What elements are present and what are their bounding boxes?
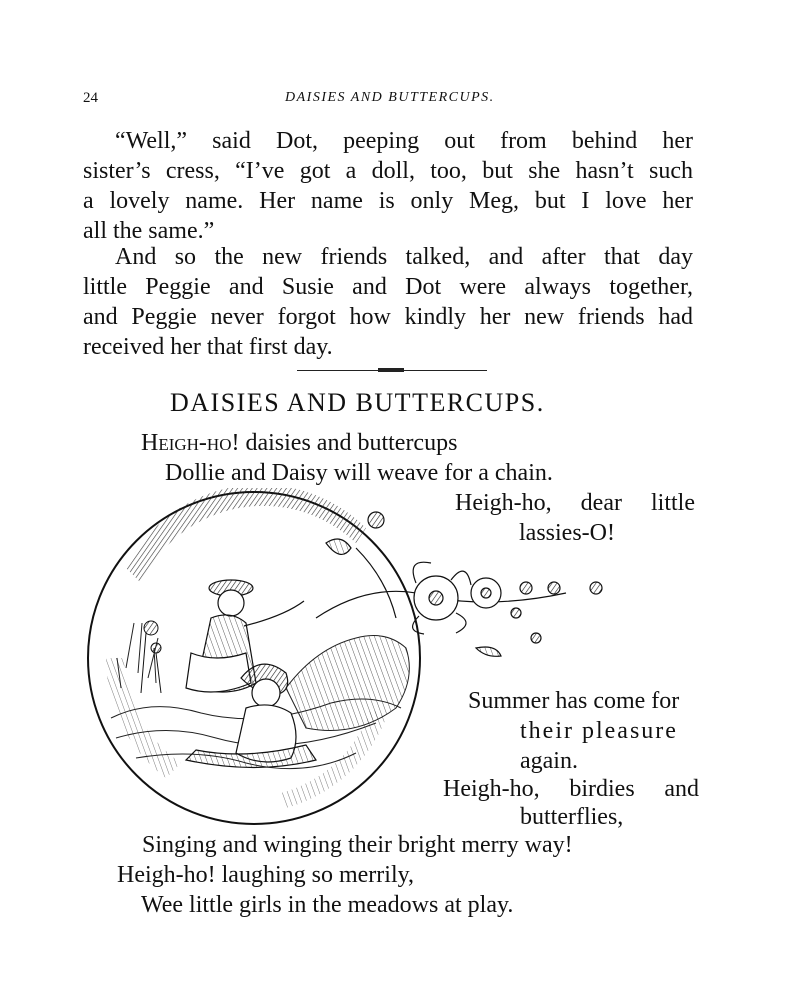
poem-line-9: butterflies, bbox=[520, 804, 624, 830]
poem-line-10: Singing and winging their bright merry way! bbox=[142, 832, 573, 858]
story-line: received her that first day. bbox=[83, 334, 333, 360]
story-line: little Peggie and Susie and Dot were always together, bbox=[83, 274, 693, 300]
poem-title: DAISIES AND BUTTERCUPS. bbox=[170, 388, 545, 417]
story-line: “Well,” said Dot, peeping out from behind her bbox=[115, 128, 693, 154]
story-line: all the same.” bbox=[83, 218, 215, 244]
story-line: And so the new friends talked, and after that day bbox=[115, 244, 693, 270]
story-line: a lovely name. Her name is only Meg, but I love her bbox=[83, 188, 693, 214]
poem-first-word: Heigh-ho bbox=[141, 430, 232, 456]
story-line: sister’s cress, “I’ve got a doll, too, but she hasn’t such bbox=[83, 158, 693, 184]
page-number: 24 bbox=[83, 90, 98, 106]
poem-line-8: Heigh-ho, birdies and bbox=[443, 776, 699, 802]
poem-line-2: Dollie and Daisy will weave for a chain. bbox=[165, 460, 553, 486]
poem-line-4: lassies-O! bbox=[519, 520, 615, 546]
poem-line-6: their pleasure bbox=[520, 718, 678, 744]
section-divider-ornament bbox=[378, 368, 404, 372]
poem-line-11: Heigh-ho! laughing so merrily, bbox=[117, 862, 415, 888]
poem-line-12: Wee little girls in the meadows at play. bbox=[141, 892, 514, 918]
poem-line-5: Summer has come for bbox=[468, 688, 680, 714]
running-title: DAISIES AND BUTTERCUPS. bbox=[285, 90, 495, 105]
story-paragraph-1 bbox=[83, 126, 693, 246]
story-line: and Peggie never forgot how kindly her new friends had bbox=[83, 304, 693, 330]
poem-line-1-rest: ! daisies and buttercups bbox=[231, 430, 458, 456]
poem-line-1 bbox=[141, 428, 457, 458]
poem-line-3: Heigh-ho, dear little bbox=[455, 490, 695, 516]
poem-line-7: again. bbox=[520, 748, 578, 774]
engraving-illustration bbox=[86, 488, 626, 833]
story-paragraph-2 bbox=[83, 242, 693, 362]
